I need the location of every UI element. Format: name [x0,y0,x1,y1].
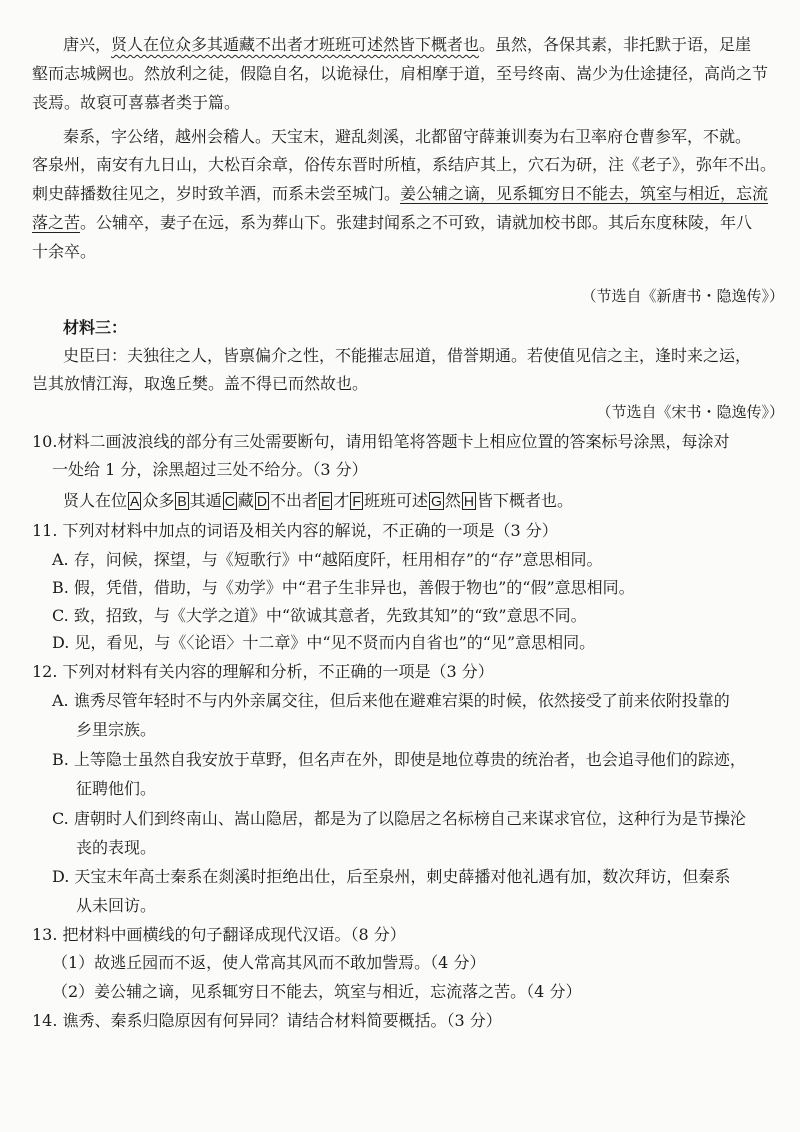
underlined-sentence: 姜公辅之谪，见系辄穷日不能去，筑室与相近，忘流 [400,184,769,203]
material2-p1-line1: 唐兴，贤人在位众多其遁藏不出者才班班可述然皆下概者也。虽然，各保其素，非托默于语，足崖 [63,35,752,54]
material2-p2-line5: 十余卒。 [32,242,97,261]
q12-option-d-line2: 从未回访。 [76,896,157,915]
q12-option-d-line1: D. 天宝末年高士秦系在剡溪时拒绝出仕，后至泉州，刺史薛播对他礼遇有加，数次拜访，但秦系 [52,867,731,886]
q11-option-b: B. 假，凭借，借助，与《劝学》中“君子生非异也，善假于物也”的“假”意思相同。 [52,578,635,597]
material2-source: （节选自《新唐书・隐逸传》） [581,287,784,305]
q13-sentence-1: （1）故逃丘园而不返，使人常高其风而不敢加訾焉。（4 分） [52,953,486,972]
q12-option-a-line1: A. 谯秀尽管年轻时不与内外亲属交往，但后来他在避难宕渠的时候，依然接受了前来依附投靠的 [52,691,730,710]
material3-line1: 史臣曰：夫独往之人，皆禀偏介之性，不能摧志屈道，借誉期通。若使值见信之主，逢时来之运， [63,346,752,365]
sentence-segment: 众多 [142,491,175,510]
q11-option-a: A. 存，问候，探望，与《短歌行》中“越陌度阡，枉用相存”的“存”意思相同。 [52,550,603,569]
material3-heading: 材料三： [63,318,128,337]
wavy-underlined-sentence: 贤人在位众多其遁藏不出者才班班可述然皆下概者也 [111,35,480,54]
q11-option-c: C. 致，招致，与《大学之道》中“欲诚其意者，先致其知”的“致”意思不同。 [52,606,587,625]
sentence-segment: 不出者 [270,491,319,510]
answer-box-h: H [463,493,474,509]
answer-box-d: D [256,493,267,509]
answer-box-a: A [130,493,140,509]
underlined-sentence-end: 落之苦 [32,213,81,232]
material2-p1-line3: 丧焉。故裒可喜慕者类于篇。 [32,93,241,112]
answer-box-f: F [352,493,361,509]
q10-line2: 一处给 1 分，涂黑超过三处不给分。（3 分） [52,460,368,479]
q11-stem: 11. 下列对材料中加点的词语及相关内容的解说，不正确的一项是（3 分） [32,521,558,540]
sentence-segment: 班班可述 [363,491,428,510]
q10-line1: 10.材料二画波浪线的部分有三处需要断句，请用铅笔将答题卡上相应位置的答案标号涂黑，每涂对 [32,432,730,451]
q12-option-b-line2: 征聘他们。 [76,779,157,798]
q13-stem: 13. 把材料中画横线的句子翻译成现代汉语。（8 分） [32,925,406,944]
material2-p2-line1: 秦系，字公绪，越州会稽人。天宝末，避乱剡溪，北都留守薛兼训奏为右卫率府仓曹参军，不就。 [63,127,752,146]
q12-option-c-line1: C. 唐朝时人们到终南山、嵩山隐居，都是为了以隐居之名标榜自己来谋求官位，这种行为是节操沦 [52,809,746,828]
sentence-segment: 藏 [237,491,254,510]
q12-option-a-line2: 乡里宗族。 [76,720,157,739]
q12-option-c-line2: 丧的表现。 [76,838,157,857]
q11-option-d: D. 见，看见，与《〈论语〉十二章》中“见不贤而内自省也”的“见”意思相同。 [52,633,596,652]
sentence-segment: 然 [444,491,461,510]
q10-sentence [63,490,573,512]
material2-p2-line4: 落之苦。公辅卒，妻子在远，系为葬山下。张建封闻系之不可致，请就加校书郎。其后东度秣陵，年八 [32,213,753,232]
sentence-segment: 其遁 [189,491,222,510]
answer-box-b: B [177,493,187,509]
answer-box-g: G [430,493,442,509]
answer-box-c: C [224,493,235,509]
answer-box-e: E [321,493,331,509]
material3-line2: 岂其放情江海，取逸丘樊。盖不得已而然故也。 [32,374,369,393]
sentence-segment: 贤人在位 [63,491,128,510]
material3-source: （节选自《宋书・隐逸传》） [596,403,784,421]
sentence-segment: 才 [333,491,350,510]
q14-stem: 14. 谯秀、秦系归隐原因有何异同？请结合材料简要概括。（3 分） [32,1011,502,1030]
material2-p1-line2: 壑而志城阙也。然放利之徒，假隐自名，以诡禄仕，肩相摩于道，至号终南、嵩少为仕途捷径，高尚之节 [32,64,769,83]
q13-sentence-2: （2）姜公辅之谪，见系辄穷日不能去，筑室与相近，忘流落之苦。（4 分） [52,982,582,1001]
material2-p2-line2: 客泉州，南安有九日山，大松百余章，俗传东晋时所植，系结庐其上，穴石为研，注《老子》，弥年不出。 [32,155,777,174]
q12-stem: 12. 下列对材料有关内容的理解和分析，不正确的一项是（3 分） [32,662,494,681]
sentence-segment: 皆下概者也。 [476,491,573,510]
q12-option-b-line1: B. 上等隐士虽然自我安放于草野，但名声在外，即使是地位尊贵的统治者，也会追寻他们的踪迹， [52,750,746,769]
material2-p2-line3: 刺史薛播数往见之，岁时致羊酒，而系未尝至城门。姜公辅之谪，见系辄穷日不能去，筑室与相近，忘流 [32,184,769,203]
